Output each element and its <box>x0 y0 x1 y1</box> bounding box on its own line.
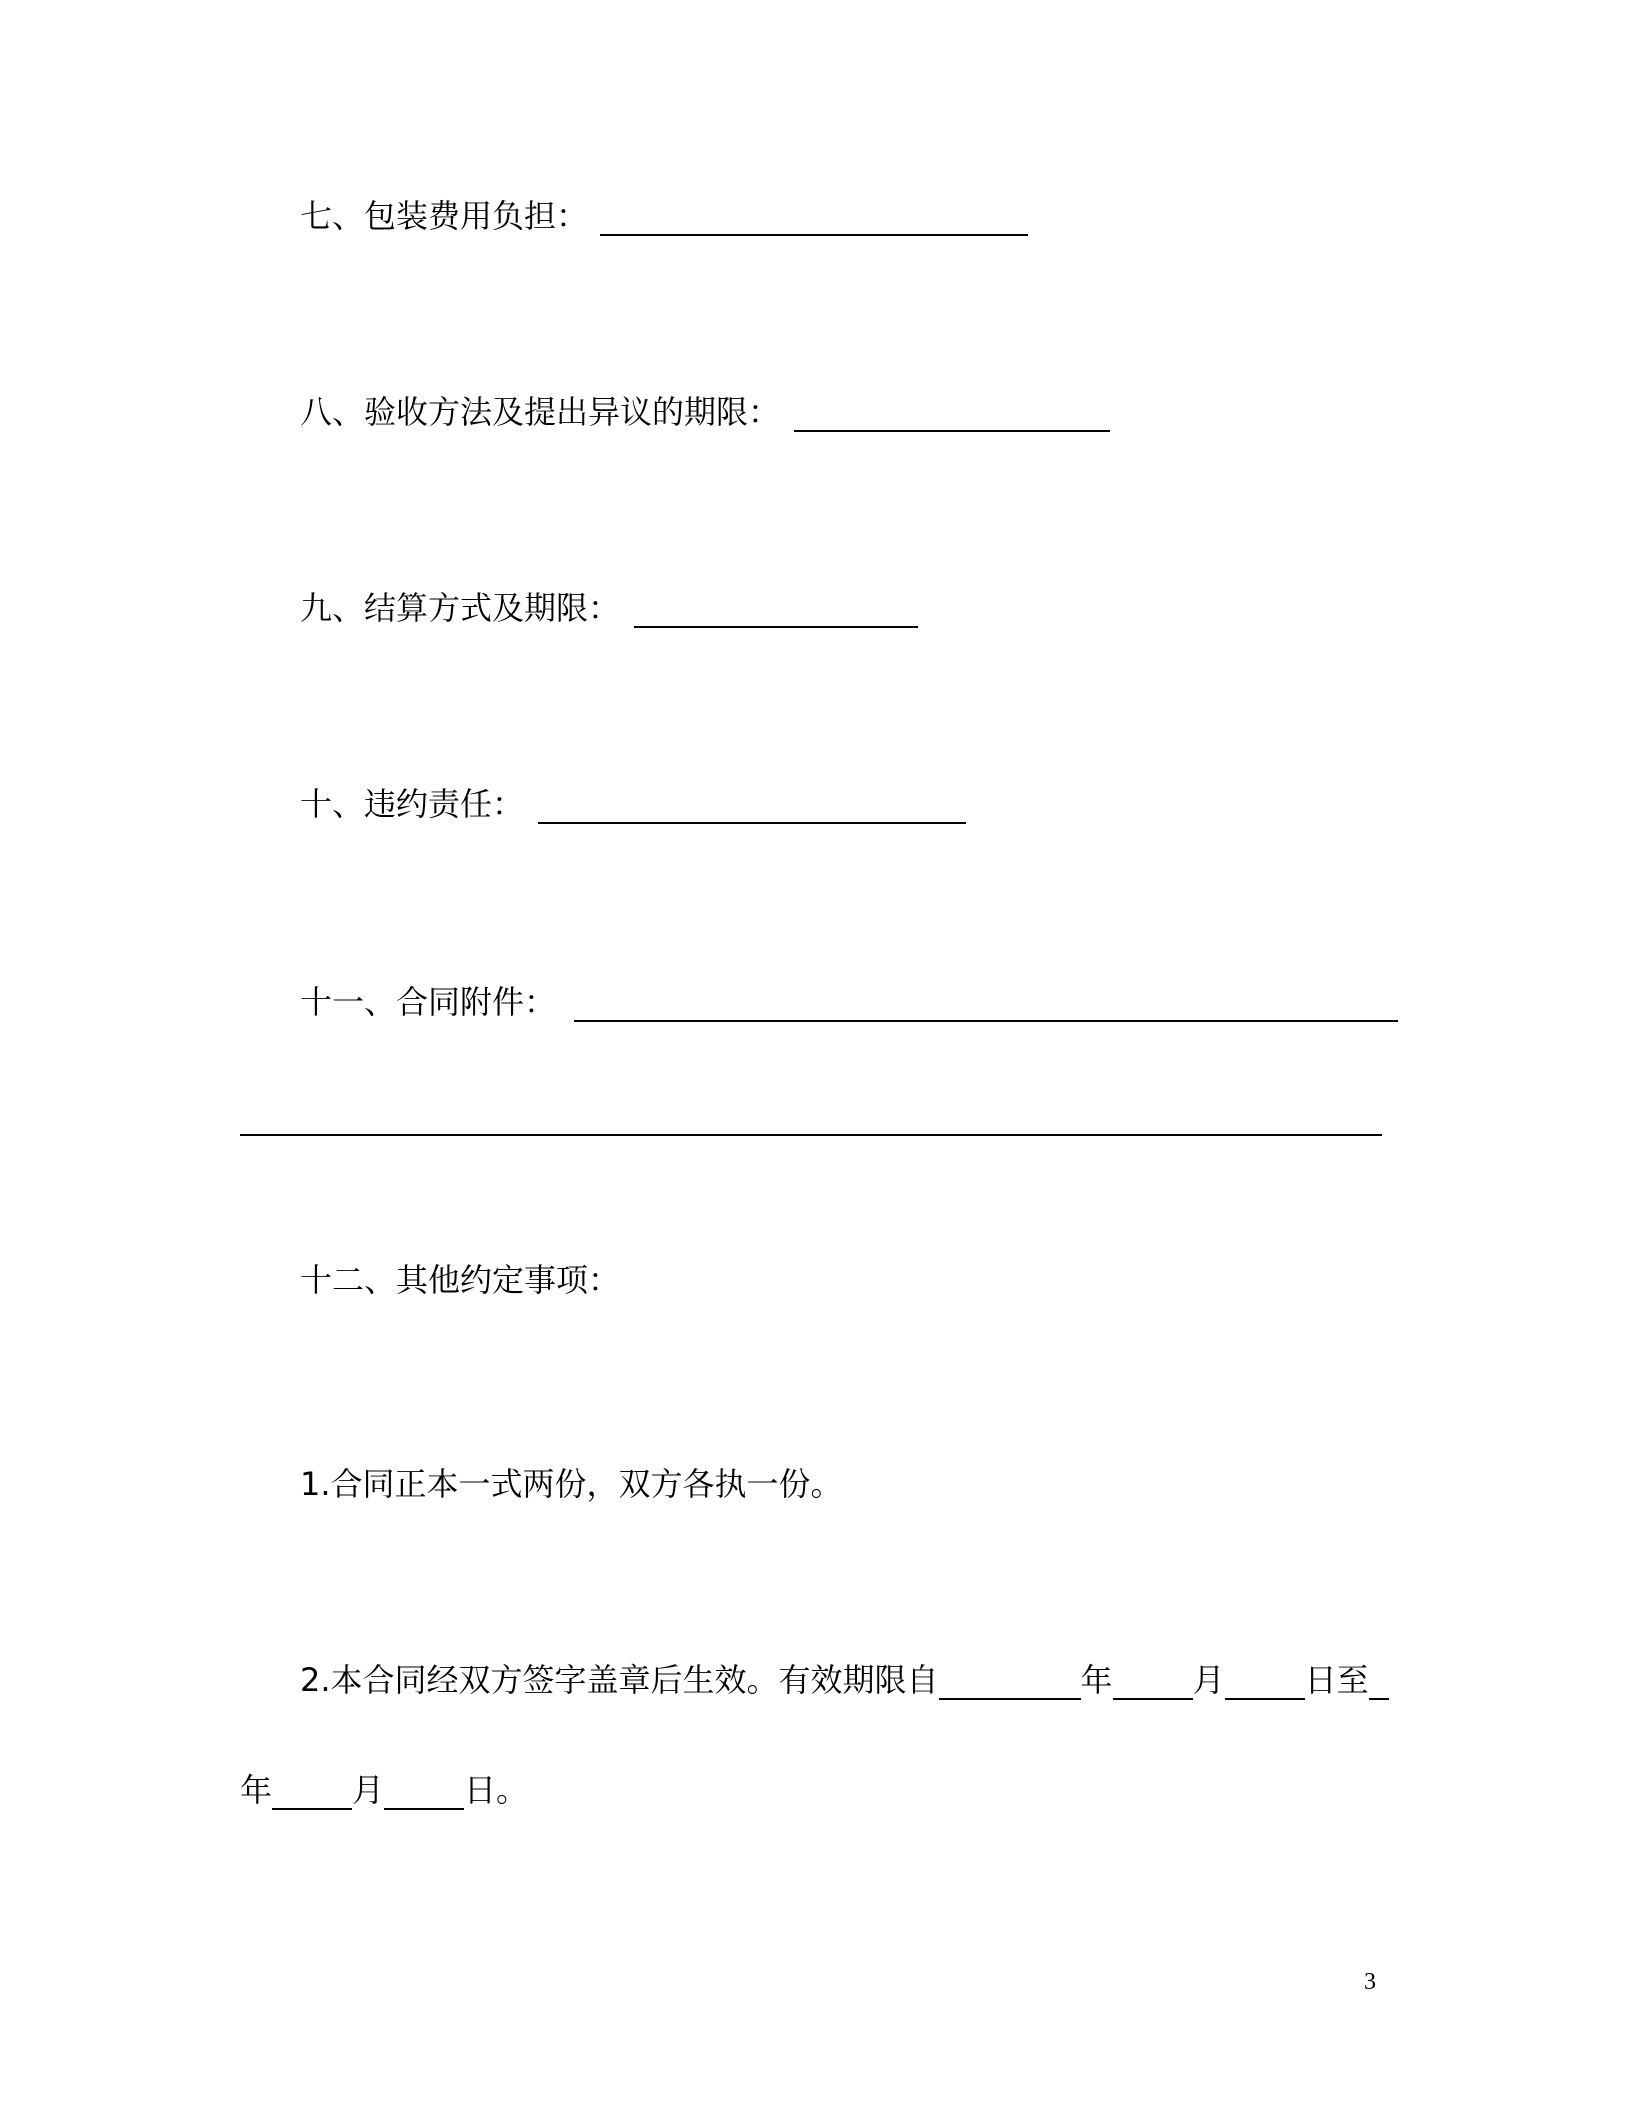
item-label: 十一、合同附件： <box>300 983 557 1021</box>
acceptance-blank[interactable] <box>794 394 1110 432</box>
attachments-continuation-rule[interactable] <box>240 1134 1382 1136</box>
clause-copies <box>300 1464 843 1504</box>
item-label: 七、包装费用负担： <box>300 197 589 235</box>
end-day-blank[interactable] <box>384 1772 464 1810</box>
attachments-blank[interactable] <box>574 984 1398 1022</box>
item-label: 十二、其他约定事项： <box>300 1261 621 1299</box>
year-label: 年 <box>240 1771 273 1809</box>
start-year-blank[interactable] <box>939 1662 1081 1700</box>
item-acceptance <box>300 392 1110 432</box>
day-to-label: 日至 <box>1304 1661 1369 1699</box>
item-other <box>300 1260 620 1300</box>
clause-text: 2.本合同经双方签字盖章后生效。有效期限自 <box>300 1661 939 1699</box>
month-label: 月 <box>1192 1661 1225 1699</box>
clause-validity-continued <box>240 1770 528 1810</box>
year-label: 年 <box>1080 1661 1113 1699</box>
clause-text: 1.合同正本一式两份，双方各执一份。 <box>300 1465 843 1503</box>
end-month-blank[interactable] <box>272 1772 352 1810</box>
item-packaging-fee <box>300 196 1028 236</box>
page-number: 3 <box>1364 1969 1376 1995</box>
packaging-fee-blank[interactable] <box>600 198 1028 236</box>
settlement-blank[interactable] <box>634 590 918 628</box>
start-day-blank[interactable] <box>1225 1662 1305 1700</box>
clause-validity <box>300 1660 1389 1700</box>
month-label: 月 <box>352 1771 385 1809</box>
breach-blank[interactable] <box>538 786 966 824</box>
day-end-label: 日。 <box>464 1771 529 1809</box>
item-settlement <box>300 588 918 628</box>
item-attachments <box>300 982 1398 1022</box>
start-month-blank[interactable] <box>1113 1662 1193 1700</box>
item-label: 九、结算方式及期限： <box>300 589 621 627</box>
item-label: 十、违约责任： <box>300 785 525 823</box>
item-label: 八、验收方法及提出异议的期限： <box>300 393 781 431</box>
item-breach <box>300 784 966 824</box>
end-year-blank-start[interactable] <box>1369 1662 1389 1700</box>
